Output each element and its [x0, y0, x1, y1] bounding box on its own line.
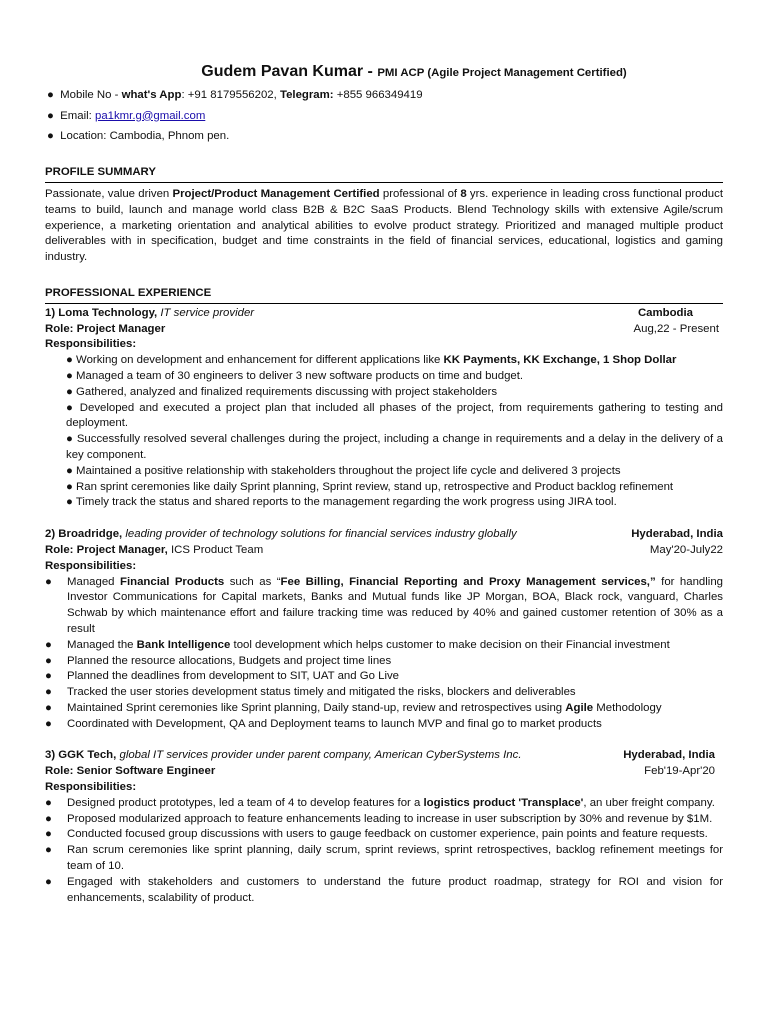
item-text: ● Ran sprint ceremonies like daily Sprint planning, Sprint review, stand up, retrospective and Product backlog refinement — [66, 480, 674, 493]
item-text: ● Timely track the status and shared reports to the management regarding the work progress using JIRA tool. — [66, 496, 617, 509]
job-role: Role: Project Manager — [45, 322, 166, 335]
job-role-row — [45, 543, 723, 559]
responsibility-list — [45, 796, 723, 907]
item-bold: Financial Products — [119, 575, 225, 588]
list-item — [45, 654, 723, 670]
company-description: IT service provider — [160, 306, 255, 319]
bullet-icon: ● — [47, 130, 54, 143]
responsibility-list — [45, 353, 723, 511]
email-link[interactable]: pa1kmr.g@gmail.com — [94, 109, 206, 122]
job-company-row — [45, 748, 723, 764]
telegram-value: +855 966349419 — [333, 88, 423, 101]
item-bold: Bank Intelligence — [136, 638, 231, 651]
responsibilities-label: Responsibilities: — [45, 781, 137, 794]
job-entry-ggk-tech — [45, 748, 723, 906]
job-company — [45, 748, 522, 764]
list-item — [45, 685, 723, 701]
item-text: ● Managed a team of 30 engineers to deliver 3 new software products on time and budget. — [66, 369, 524, 382]
role-team: ICS Product Team — [167, 543, 264, 556]
mobile-label: Mobile No - — [60, 88, 122, 101]
bullet-icon: ● — [45, 844, 52, 857]
company-description: global IT services provider under parent company, American CyberSystems Inc. — [119, 749, 522, 762]
item-text: Proposed modularized approach to feature enhancements leading to increase in user subscription by 30% and revenue by $1M. — [67, 812, 713, 825]
summary-text-2: professional of — [379, 187, 461, 200]
item-text: such as “ — [224, 575, 281, 588]
list-item — [45, 669, 723, 685]
summary-text-1: Passionate, value driven — [45, 187, 173, 200]
item-text: Engaged with stakeholders and customers to understand the future product roadmap, strategy for ROI and vision for enhancements, scalability of product. — [67, 875, 723, 904]
list-item — [45, 875, 723, 907]
job-entry-loma — [45, 306, 723, 511]
location-text: Location: Cambodia, Phnom pen. — [60, 130, 230, 143]
item-text: Managed the — [67, 638, 137, 651]
list-item — [66, 353, 723, 369]
candidate-name: Gudem Pavan Kumar - — [201, 63, 378, 80]
name-heading — [105, 64, 723, 82]
company-name: 3) GGK Tech, — [45, 749, 120, 762]
list-item — [45, 796, 723, 812]
job-dates: Aug,22 - Present — [633, 322, 719, 335]
item-text: Planned the deadlines from development to SIT, UAT and Go Live — [67, 670, 400, 683]
job-entry-broadridge — [45, 527, 723, 732]
bullet-icon: ● — [45, 796, 52, 809]
summary-text-3: yrs. experience in leading cross functional product teams to build, launch and manage world class B2B & B2C SaaS Products. Blend Technology skills with extensive Agile/scrum experience, a marketing orientation and analytical abilities to evolve product strategy. Prioritized and managed multiple product deliverables with in specification, budget and time constraints in the field of financial services, educational, logistics and gaming industry. — [45, 187, 724, 264]
company-name: 1) Loma Technology, — [45, 306, 161, 319]
job-role — [45, 543, 263, 559]
item-text: , an uber freight company. — [583, 796, 715, 809]
bullet-icon: ● — [45, 717, 52, 730]
list-item — [45, 827, 723, 843]
list-item — [45, 701, 723, 717]
list-item — [45, 638, 723, 654]
job-dates: Feb'19-Apr'20 — [644, 765, 715, 778]
item-text: ● Maintained a positive relationship with stakeholders throughout the project life cycle and delivered 3 projects — [66, 464, 621, 477]
summary-bold-2: 8 — [460, 187, 467, 200]
bullet-icon: ● — [47, 88, 54, 101]
item-text: tool development which helps customer to make decision on their Financial investment — [230, 638, 670, 651]
item-bold: Fee Billing, Financial Reporting and Proxy Management services,” — [280, 575, 656, 588]
item-text: Designed product prototypes, led a team of 4 to develop features for a — [67, 796, 424, 809]
bullet-icon: ● — [45, 828, 52, 841]
profile-summary-heading: PROFILE SUMMARY — [45, 165, 723, 183]
email-label: Email: — [60, 109, 95, 122]
item-bold: Agile — [565, 701, 594, 714]
job-company — [45, 527, 517, 543]
bullet-icon: ● — [45, 875, 52, 888]
profile-summary-text — [45, 187, 723, 266]
responsibility-list — [45, 575, 723, 733]
list-item — [45, 575, 723, 638]
list-item — [66, 480, 723, 496]
list-item — [66, 401, 723, 433]
item-text: for handling Investor Communications for Capital markets, Banks and Mutual funds like JP Morgan, BOA, Black rock, vanguard, Charles Schwab by which maintenance effort and failure tracking time was reduced by 40% and gained customer retention of 30% as a result — [67, 575, 723, 635]
bullet-icon: ● — [45, 654, 52, 667]
telegram-label: Telegram: — [279, 88, 334, 101]
item-text: ● Successfully resolved several challenges during the project, including a change in requirements and a delay in the delivery of a key component. — [66, 433, 723, 461]
job-dates: May'20-July22 — [649, 543, 723, 556]
job-role-row — [45, 322, 723, 338]
list-item — [66, 385, 723, 401]
item-text: Tracked the user stories development status timely and mitigated the risks, blockers and deliverables — [67, 686, 576, 699]
company-name: 2) Broadridge, — [45, 528, 126, 541]
company-description: leading provider of technology solutions for financial services industry globally — [125, 528, 517, 541]
bullet-icon: ● — [45, 686, 52, 699]
item-text: Managed — [67, 575, 120, 588]
responsibilities-label: Responsibilities: — [45, 559, 137, 572]
job-location: Hyderabad, India — [623, 749, 715, 762]
job-company-row — [45, 306, 723, 322]
mobile-value: : +91 8179556202, — [181, 88, 280, 101]
contact-phone — [47, 88, 723, 104]
item-text: Methodology — [593, 701, 662, 714]
contact-email — [47, 109, 723, 125]
list-item — [45, 843, 723, 875]
job-location: Cambodia — [637, 306, 693, 319]
item-text: ● Developed and executed a project plan that included all phases of the project, from requirements gathering to testing and deployment. — [66, 401, 723, 430]
job-company-row — [45, 527, 723, 543]
responsibilities-label: Responsibilities: — [45, 338, 137, 351]
item-text: Planned the resource allocations, Budgets and project time lines — [67, 654, 392, 667]
role-title: Role: Project Manager, — [45, 543, 168, 556]
list-item — [66, 495, 723, 511]
bullet-icon: ● — [47, 109, 54, 122]
bullet-icon: ● — [45, 812, 52, 825]
whatsapp-label: what's App — [121, 88, 182, 101]
bullet-icon: ● — [45, 670, 52, 683]
list-item — [45, 812, 723, 828]
bullet-icon: ● — [45, 638, 52, 651]
summary-bold-1: Project/Product Management Certified — [172, 187, 380, 200]
list-item — [66, 369, 723, 385]
contact-location — [47, 129, 723, 145]
item-text: Maintained Sprint ceremonies like Sprint planning, Daily stand-up, review and retrospectives using — [67, 701, 566, 714]
bullet-icon: ● — [45, 701, 52, 714]
item-text: ● Gathered, analyzed and finalized requirements discussing with project stakeholders — [66, 385, 498, 398]
job-role: Role: Senior Software Engineer — [45, 765, 216, 778]
item-bold: KK Payments, KK Exchange, 1 Shop Dollar — [443, 354, 677, 367]
item-text: Coordinated with Development, QA and Deployment teams to launch MVP and final go to market products — [67, 717, 602, 730]
item-bold: logistics product 'Transplace' — [423, 796, 584, 809]
job-location: Hyderabad, India — [631, 528, 723, 541]
job-company — [45, 306, 254, 322]
item-text: Conducted focused group discussions with users to gauge feedback on customer experience, pain points and feature requests. — [67, 828, 708, 841]
item-text: ● Working on development and enhancement for different applications like — [66, 354, 444, 367]
certification-text: PMI ACP (Agile Project Management Certified) — [377, 67, 627, 79]
bullet-icon: ● — [45, 575, 52, 588]
list-item — [45, 717, 723, 733]
item-text: Ran scrum ceremonies like sprint planning, daily scrum, sprint reviews, sprint retrospectives, backlog refinement meetings for team of 10. — [67, 844, 723, 873]
job-role-row — [45, 764, 723, 780]
list-item — [66, 432, 723, 464]
professional-experience-heading: PROFESSIONAL EXPERIENCE — [45, 286, 723, 304]
list-item — [66, 464, 723, 480]
